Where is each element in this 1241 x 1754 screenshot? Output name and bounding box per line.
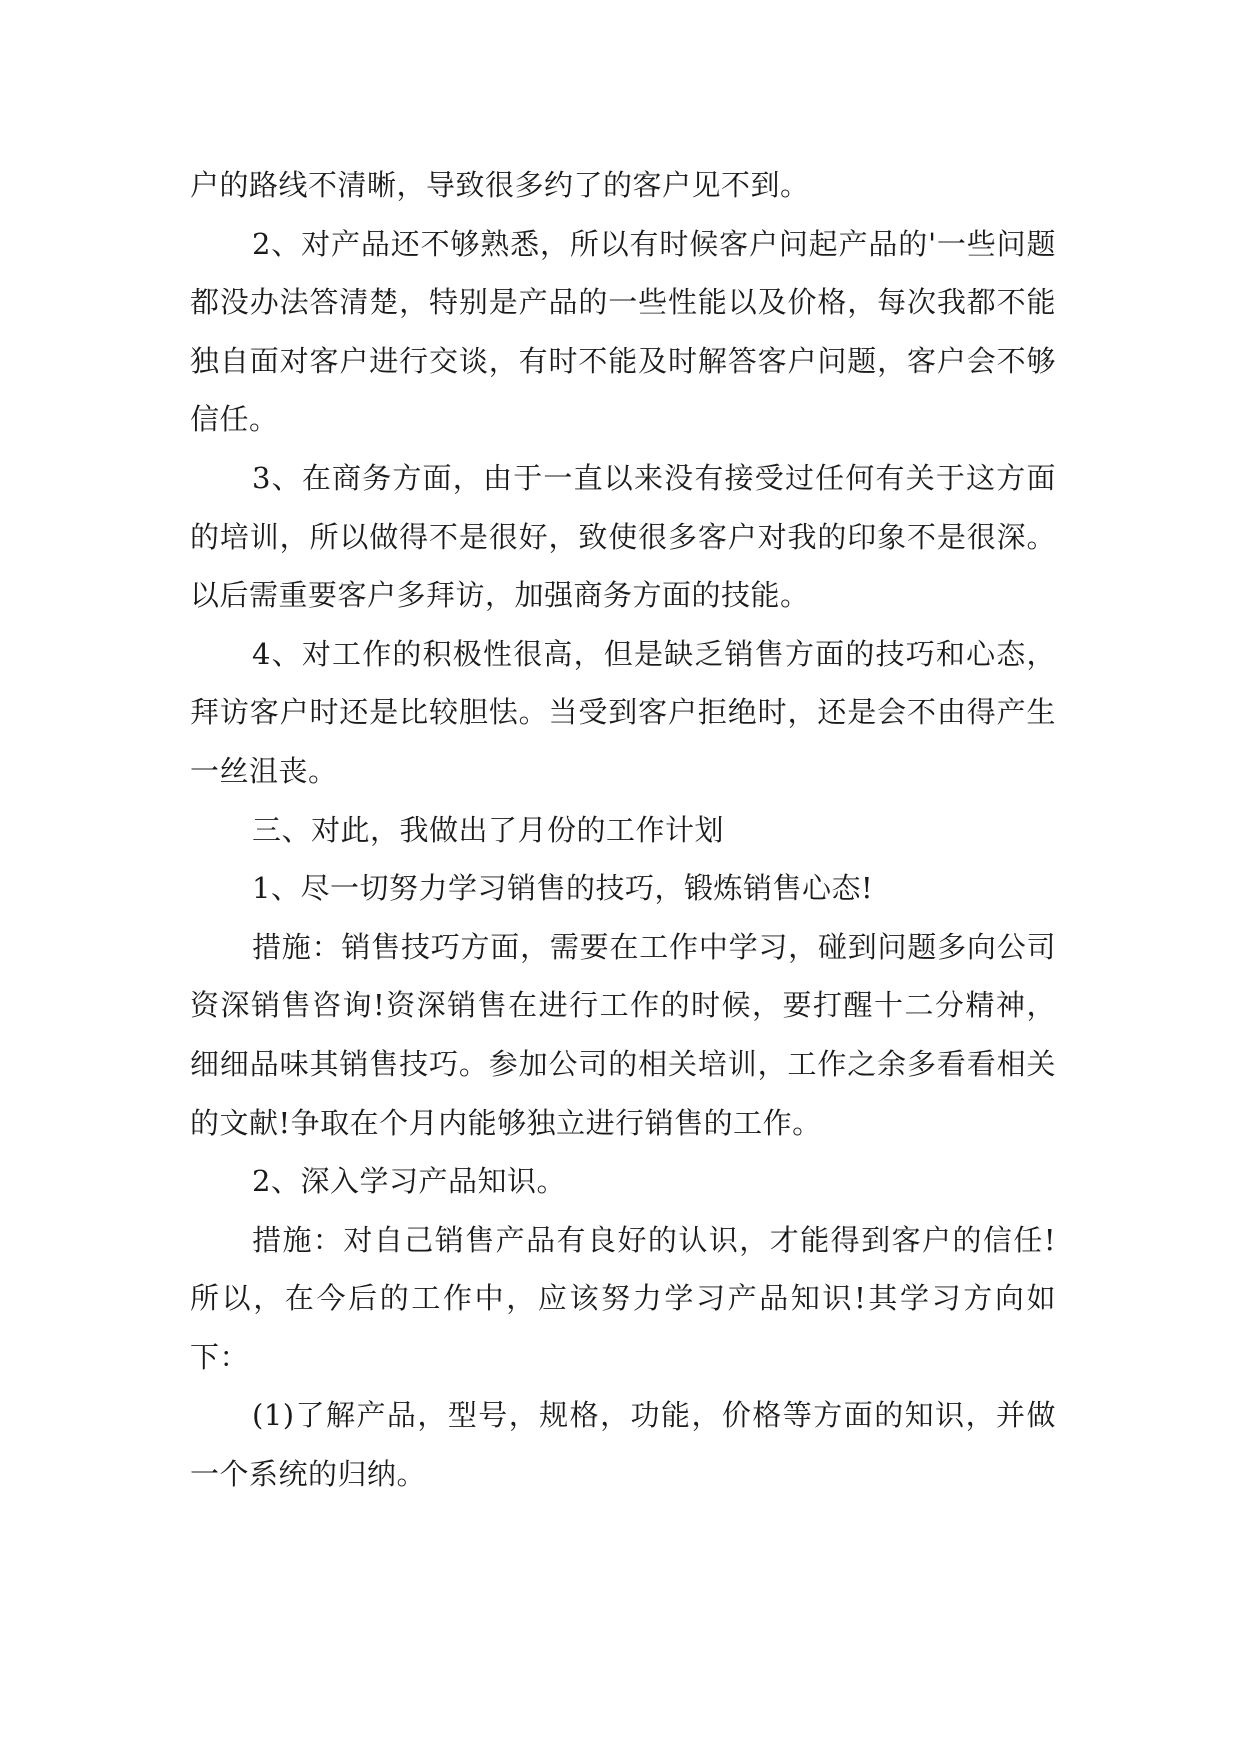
plan-item-2: 2、深入学习产品知识。	[252, 1164, 566, 1199]
plan-item-1: 1、尽一切努力学习销售的技巧，锻炼销售心态!	[252, 871, 874, 906]
plan-item-2-measures: 措施：对自己销售产品有良好的认识，才能得到客户的信任!所以，在今后的工作中，应该努力学习产品知识!其学习方向如下：	[190, 1222, 1056, 1374]
section-heading-work-plan: 三、对此，我做出了月份的工作计划	[252, 812, 725, 847]
plan-item-1-measures: 措施：销售技巧方面，需要在工作中学习，碰到问题多向公司资深销售咨询!资深销售在进行工作的时候，要打醒十二分精神，细细品味其销售技巧。参加公司的相关培训，工作之余多看看相关的文献!争取在个月内能够独立进行销售的工作。	[190, 929, 1056, 1140]
paragraph-point-3-business: 3、在商务方面，由于一直以来没有接受过任何有关于这方面的培训，所以做得不是很好，致使很多客户对我的印象不是很深。以后需重要客户多拜访，加强商务方面的技能。	[190, 460, 1056, 613]
document-body	[190, 156, 1056, 1504]
plan-item-2-sub-1: (1)了解产品，型号，规格，功能，价格等方面的知识，并做一个系统的归纳。	[190, 1398, 1056, 1492]
paragraph-point-4-attitude: 4、对工作的积极性很高，但是缺乏销售方面的技巧和心态，拜访客户时还是比较胆怯。当受到客户拒绝时，还是会不由得产生一丝沮丧。	[190, 636, 1056, 788]
paragraph-continuation: 户的路线不清晰，导致很多约了的客户见不到。	[190, 168, 810, 202]
paragraph-point-2-product-knowledge: 2、对产品还不够熟悉，所以有时候客户问起产品的'一些问题都没办法答清楚，特别是产品的一些性能以及价格，每次我都不能独自面对客户进行交谈，有时不能及时解答客户问题，客户会不够信任。	[190, 226, 1056, 437]
